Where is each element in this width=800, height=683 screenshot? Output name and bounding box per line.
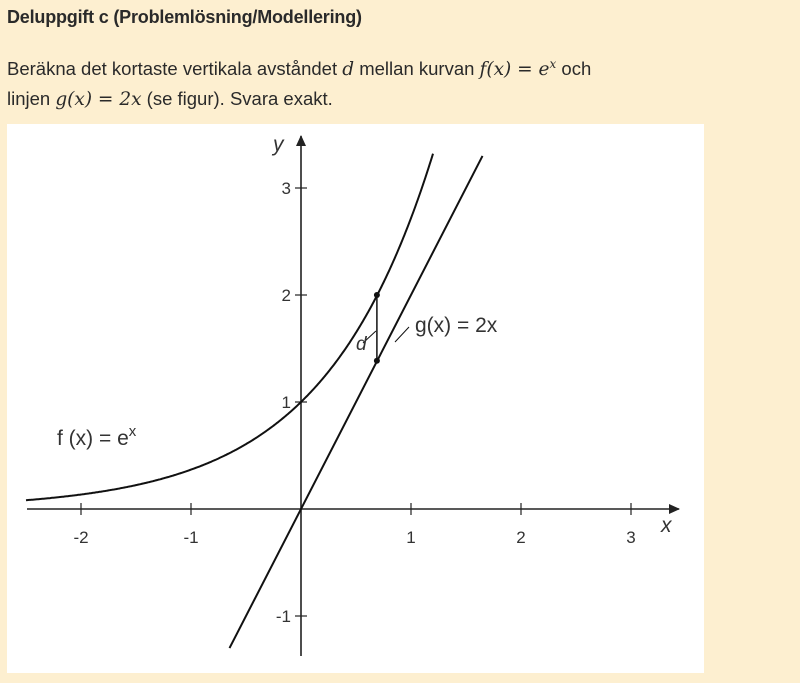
task-heading: Deluppgift c (Problemlösning/Modellering)	[7, 7, 362, 27]
problem-line2-pre: linjen	[7, 88, 56, 110]
f-expression	[480, 59, 557, 80]
problem-line2-post: (se figur). Svara exakt.	[141, 88, 333, 110]
d-symbol: d	[342, 59, 355, 81]
x-tick-label: 2	[516, 528, 526, 547]
graph-figure	[7, 124, 704, 673]
d-point-top	[374, 292, 380, 298]
f-expression-base: f(x) = e	[479, 59, 550, 81]
g-expression: g(x) = 2x	[55, 89, 142, 111]
problem-text	[7, 50, 787, 114]
x-tick-label: 3	[626, 528, 636, 547]
graph-svg	[7, 124, 704, 673]
y-tick-label: -1	[275, 607, 291, 626]
f-curve-label	[57, 423, 137, 450]
x-tick-label: -2	[73, 528, 89, 547]
problem-line1-pre: Beräkna det kortaste vertikala avståndet	[7, 58, 343, 80]
problem-line1-mid: mellan kurvan	[354, 58, 480, 80]
x-axis-label: x	[661, 514, 672, 537]
x-tick-label: -1	[183, 528, 199, 547]
y-tick-label: 3	[281, 179, 291, 198]
g-line-label: g(x) = 2x	[415, 314, 498, 337]
y-tick-label: 2	[281, 286, 291, 305]
y-axis-label: y	[273, 133, 284, 156]
f-curve-label-base: f (x) = e	[57, 427, 129, 450]
g-leader	[395, 327, 409, 342]
problem-line1-post: och	[556, 58, 592, 80]
d-label: d	[356, 334, 367, 355]
g-line	[230, 156, 483, 648]
f-curve-label-exponent: x	[128, 423, 137, 440]
f-expression-exponent: x	[549, 57, 557, 71]
d-point-bottom	[374, 358, 380, 364]
y-tick-label: 1	[281, 393, 291, 412]
x-tick-label: 1	[406, 528, 416, 547]
